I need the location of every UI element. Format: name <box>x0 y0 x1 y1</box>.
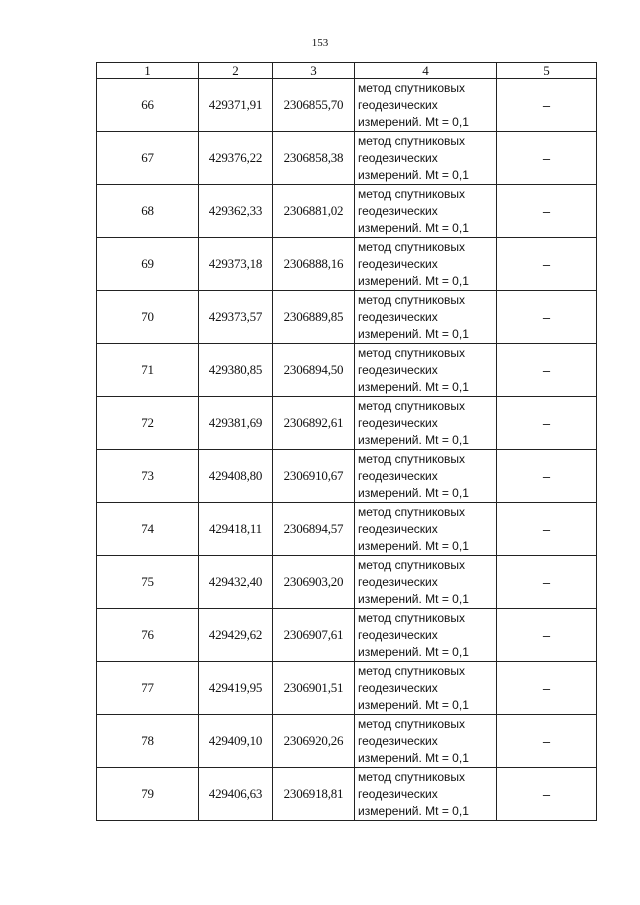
x-coordinate-cell: 429409,10 <box>199 715 273 768</box>
table-row <box>97 238 597 291</box>
note-cell: – <box>497 291 597 344</box>
point-number-cell: 72 <box>97 397 199 450</box>
note-cell: – <box>497 715 597 768</box>
method-cell: метод спутниковых геодезических измерений. Mt = 0,1 <box>355 768 497 821</box>
column-header: 2 <box>199 63 273 79</box>
x-coordinate-cell: 429376,22 <box>199 132 273 185</box>
note-cell: – <box>497 79 597 132</box>
header-row <box>97 63 597 79</box>
column-header: 3 <box>273 63 355 79</box>
y-coordinate-cell: 2306894,50 <box>273 344 355 397</box>
method-cell: метод спутниковых геодезических измерений. Mt = 0,1 <box>355 609 497 662</box>
table-row <box>97 556 597 609</box>
method-cell: метод спутниковых геодезических измерений. Mt = 0,1 <box>355 291 497 344</box>
table-row <box>97 450 597 503</box>
table-row <box>97 344 597 397</box>
table-body <box>97 79 597 821</box>
y-coordinate-cell: 2306903,20 <box>273 556 355 609</box>
x-coordinate-cell: 429419,95 <box>199 662 273 715</box>
table-row <box>97 185 597 238</box>
y-coordinate-cell: 2306892,61 <box>273 397 355 450</box>
point-number-cell: 78 <box>97 715 199 768</box>
point-number-cell: 75 <box>97 556 199 609</box>
note-cell: – <box>497 556 597 609</box>
method-cell: метод спутниковых геодезических измерений. Mt = 0,1 <box>355 662 497 715</box>
note-cell: – <box>497 662 597 715</box>
x-coordinate-cell: 429371,91 <box>199 79 273 132</box>
table-row <box>97 79 597 132</box>
method-cell: метод спутниковых геодезических измерений. Mt = 0,1 <box>355 79 497 132</box>
method-cell: метод спутниковых геодезических измерений. Mt = 0,1 <box>355 556 497 609</box>
note-cell: – <box>497 238 597 291</box>
table-row <box>97 291 597 344</box>
note-cell: – <box>497 397 597 450</box>
method-cell: метод спутниковых геодезических измерений. Mt = 0,1 <box>355 715 497 768</box>
page-number: 153 <box>311 37 329 49</box>
method-cell: метод спутниковых геодезических измерений. Mt = 0,1 <box>355 450 497 503</box>
y-coordinate-cell: 2306918,81 <box>273 768 355 821</box>
y-coordinate-cell: 2306881,02 <box>273 185 355 238</box>
note-cell: – <box>497 768 597 821</box>
y-coordinate-cell: 2306894,57 <box>273 503 355 556</box>
point-number-cell: 67 <box>97 132 199 185</box>
point-number-cell: 70 <box>97 291 199 344</box>
x-coordinate-cell: 429362,33 <box>199 185 273 238</box>
method-cell: метод спутниковых геодезических измерений. Mt = 0,1 <box>355 238 497 291</box>
point-number-cell: 66 <box>97 79 199 132</box>
x-coordinate-cell: 429408,80 <box>199 450 273 503</box>
table-row <box>97 503 597 556</box>
note-cell: – <box>497 450 597 503</box>
point-number-cell: 71 <box>97 344 199 397</box>
x-coordinate-cell: 429373,57 <box>199 291 273 344</box>
x-coordinate-cell: 429380,85 <box>199 344 273 397</box>
point-number-cell: 74 <box>97 503 199 556</box>
point-number-cell: 79 <box>97 768 199 821</box>
table-row <box>97 132 597 185</box>
y-coordinate-cell: 2306855,70 <box>273 79 355 132</box>
x-coordinate-cell: 429432,40 <box>199 556 273 609</box>
x-coordinate-cell: 429373,18 <box>199 238 273 291</box>
note-cell: – <box>497 132 597 185</box>
x-coordinate-cell: 429406,63 <box>199 768 273 821</box>
y-coordinate-cell: 2306888,16 <box>273 238 355 291</box>
note-cell: – <box>497 185 597 238</box>
point-number-cell: 73 <box>97 450 199 503</box>
column-header: 1 <box>97 63 199 79</box>
y-coordinate-cell: 2306910,67 <box>273 450 355 503</box>
note-cell: – <box>497 503 597 556</box>
column-header: 5 <box>497 63 597 79</box>
table-row <box>97 662 597 715</box>
method-cell: метод спутниковых геодезических измерений. Mt = 0,1 <box>355 344 497 397</box>
y-coordinate-cell: 2306901,51 <box>273 662 355 715</box>
column-header: 4 <box>355 63 497 79</box>
y-coordinate-cell: 2306858,38 <box>273 132 355 185</box>
table-row <box>97 609 597 662</box>
y-coordinate-cell: 2306920,26 <box>273 715 355 768</box>
note-cell: – <box>497 609 597 662</box>
method-cell: метод спутниковых геодезических измерений. Mt = 0,1 <box>355 185 497 238</box>
method-cell: метод спутниковых геодезических измерений. Mt = 0,1 <box>355 132 497 185</box>
y-coordinate-cell: 2306907,61 <box>273 609 355 662</box>
x-coordinate-cell: 429381,69 <box>199 397 273 450</box>
coordinates-table <box>96 62 597 821</box>
table-row <box>97 397 597 450</box>
table-row <box>97 768 597 821</box>
method-cell: метод спутниковых геодезических измерений. Mt = 0,1 <box>355 397 497 450</box>
x-coordinate-cell: 429429,62 <box>199 609 273 662</box>
table-row <box>97 715 597 768</box>
method-cell: метод спутниковых геодезических измерений. Mt = 0,1 <box>355 503 497 556</box>
point-number-cell: 77 <box>97 662 199 715</box>
point-number-cell: 68 <box>97 185 199 238</box>
point-number-cell: 76 <box>97 609 199 662</box>
note-cell: – <box>497 344 597 397</box>
x-coordinate-cell: 429418,11 <box>199 503 273 556</box>
y-coordinate-cell: 2306889,85 <box>273 291 355 344</box>
point-number-cell: 69 <box>97 238 199 291</box>
